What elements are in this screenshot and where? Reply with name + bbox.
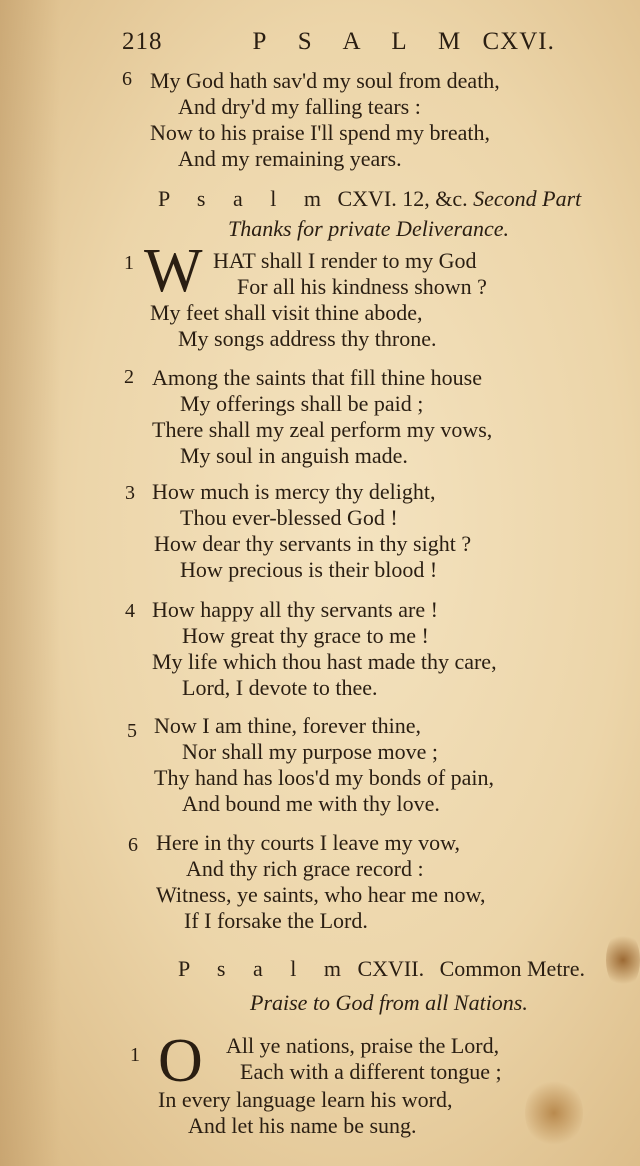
verse-line: All ye nations, praise the Lord,: [226, 1033, 500, 1058]
drop-cap: O: [158, 1027, 203, 1095]
verse-line: My offerings shall be paid ;: [180, 391, 424, 416]
section-subtitle: Thanks for private Deliverance.: [228, 216, 510, 241]
verse-line: If I forsake the Lord.: [184, 908, 368, 933]
verse-line: For all his kindness shown ?: [237, 274, 487, 299]
verse-number: 4: [125, 600, 135, 622]
running-psalm-number: CXVI.: [482, 28, 555, 55]
verse-line: How precious is their blood !: [180, 557, 438, 582]
verse-number: 2: [124, 366, 134, 388]
running-title: P S A L M: [252, 28, 474, 55]
verse-line: And dry'd my falling tears :: [178, 94, 421, 119]
heading-psalm-word: P s a l m: [158, 186, 332, 211]
verse-line: How happy all thy servants are !: [152, 597, 438, 622]
foxing-spot: [606, 930, 640, 990]
verse-line: My songs address thy throne.: [178, 326, 437, 351]
verse-line: And bound me with thy love.: [182, 791, 440, 816]
drop-cap: W: [144, 237, 203, 305]
verse-line: My God hath sav'd my soul from death,: [150, 68, 500, 93]
verse-line: Now to his praise I'll spend my breath,: [150, 120, 491, 145]
running-head: [122, 28, 555, 56]
foxing-spot: [0, 0, 60, 1166]
heading-reference: CXVI. 12, &c.: [337, 186, 468, 211]
verse-line: And my remaining years.: [178, 146, 402, 171]
section-subtitle: Praise to God from all Nations.: [250, 990, 528, 1015]
verse-number: 5: [127, 720, 137, 742]
section-heading: [178, 956, 585, 982]
heading-reference: CXVII.: [357, 956, 425, 981]
verse-line: How much is mercy thy delight,: [152, 479, 436, 504]
section-heading: [158, 186, 581, 212]
verse-line: Among the saints that fill thine house: [152, 365, 482, 390]
verse-line: HAT shall I render to my God: [213, 248, 477, 273]
verse-line: In every language learn his word,: [158, 1087, 453, 1112]
verse-line: And thy rich grace record :: [186, 856, 424, 881]
verse-line: My life which thou hast made thy care,: [152, 649, 497, 674]
verse-line: How great thy grace to me !: [182, 623, 429, 648]
verse-number: 1: [130, 1044, 140, 1066]
verse-line: My feet shall visit thine abode,: [150, 300, 423, 325]
verse-number: 3: [125, 482, 135, 504]
verse-line: Here in thy courts I leave my vow,: [156, 830, 461, 855]
heading-part: Second Part: [473, 186, 582, 211]
page-number: 218: [122, 28, 163, 55]
verse-line: Thou ever-blessed God !: [180, 505, 398, 530]
verse-line: And let his name be sung.: [188, 1113, 417, 1138]
heading-psalm-word: P s a l m: [178, 956, 352, 981]
verse-line: Thy hand has loos'd my bonds of pain,: [154, 765, 495, 790]
verse-line: Now I am thine, forever thine,: [154, 713, 421, 738]
heading-metre: Common Metre.: [439, 956, 586, 981]
verse-number: 1: [124, 252, 134, 274]
verse-line: How dear thy servants in thy sight ?: [154, 531, 472, 556]
verse-number: 6: [122, 68, 132, 90]
verse-line: Witness, ye saints, who hear me now,: [156, 882, 486, 907]
verse-line: Nor shall my purpose move ;: [182, 739, 439, 764]
verse-line: There shall my zeal perform my vows,: [152, 417, 493, 442]
verse-line: Lord, I devote to thee.: [182, 675, 378, 700]
verse-line: Each with a different tongue ;: [240, 1059, 502, 1084]
verse-number: 6: [128, 834, 138, 856]
verse-line: My soul in anguish made.: [180, 443, 408, 468]
foxing-spot: [525, 1078, 583, 1148]
